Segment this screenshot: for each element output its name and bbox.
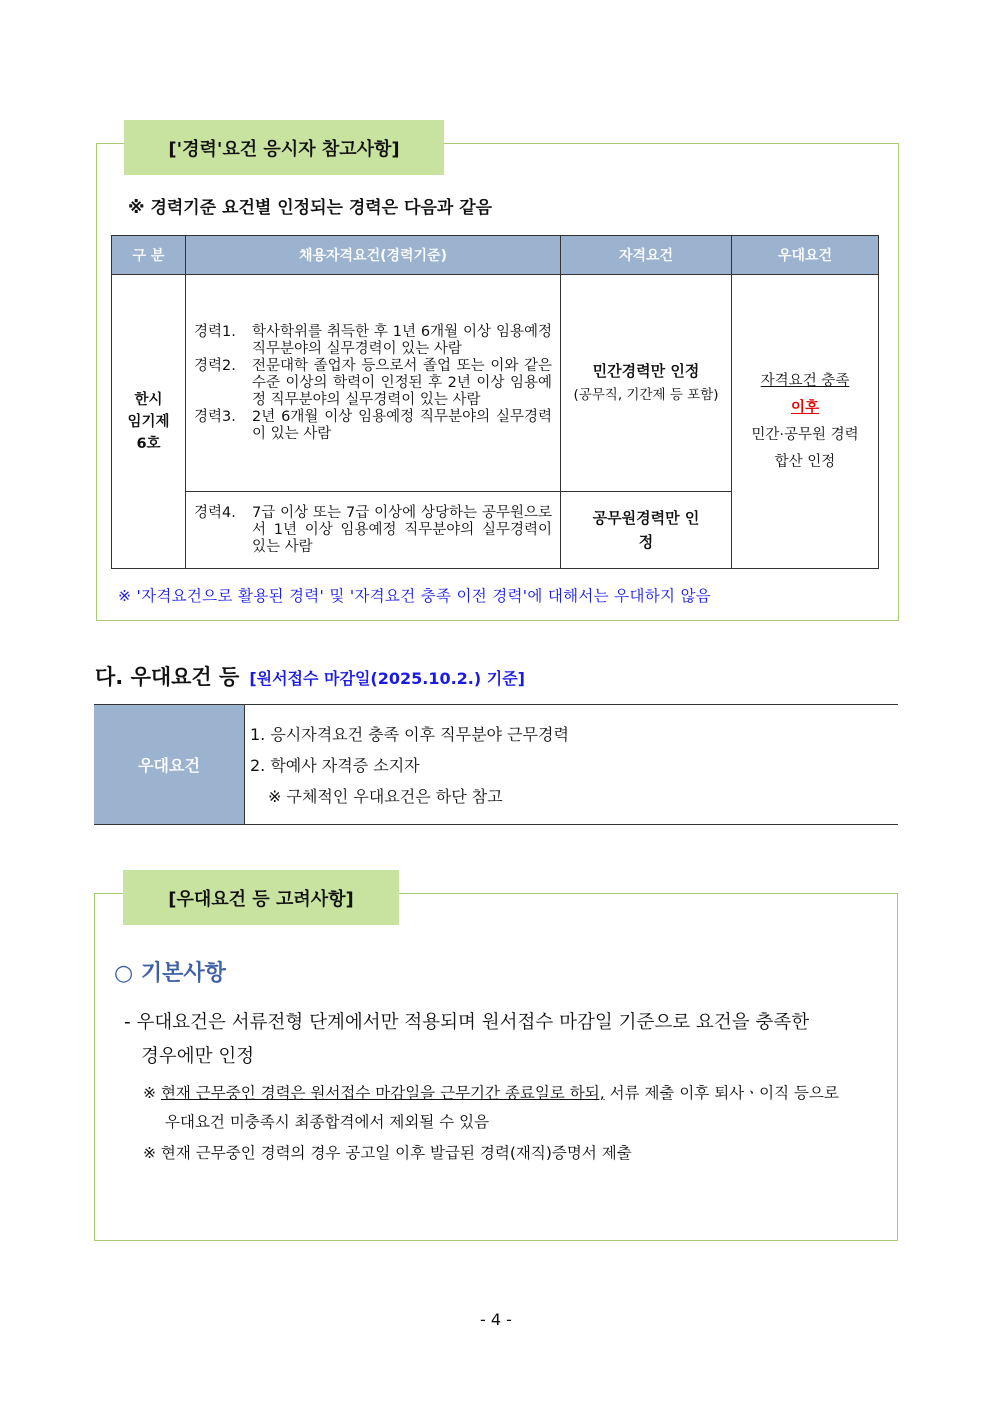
header-qualification: 자격요건 bbox=[561, 236, 732, 275]
experience-key: 경력2. bbox=[194, 357, 236, 374]
basic-title: ○ 기본사항 bbox=[114, 961, 226, 986]
experience-cell-2 bbox=[186, 492, 561, 569]
preference-label: 우대요건 bbox=[94, 705, 245, 824]
experience-table-header bbox=[112, 236, 879, 275]
qualification-private: 민간경력만 인정 bbox=[592, 362, 700, 380]
experience-key: 경력3. bbox=[194, 408, 236, 425]
experience-note: ※ 경력기준 요건별 인정되는 경력은 다음과 같음 bbox=[128, 198, 493, 218]
note-underlined: 현재 근무중인 경력은 원서접수 마감일을 근무기간 종료일로 하되, bbox=[160, 1084, 605, 1102]
preference-exclusion-note: ※ '자격요건으로 활용된 경력' 및 '자격요건 충족 이전 경력'에 대해서는 우대하지 않음 bbox=[118, 587, 712, 605]
current-employment-note bbox=[143, 1079, 893, 1137]
qualification-cell-2 bbox=[561, 492, 732, 569]
preference-table bbox=[94, 704, 898, 825]
category-cell bbox=[112, 275, 186, 569]
preference-cell bbox=[732, 275, 879, 569]
experience-item-2 bbox=[194, 358, 552, 409]
preference-body bbox=[245, 705, 898, 824]
experience-text: 전문대학 졸업자 등으로서 졸업 또는 이와 같은 수준 이상의 학력이 인정된 후 2년 이상 임용예정 직무분야의 실무경력이 있는 사람 bbox=[252, 357, 552, 408]
considerations-tab bbox=[123, 870, 399, 925]
experience-text: 학사학위를 취득한 후 1년 6개월 이상 임용예정 직무분야의 실무경력이 있는 사람 bbox=[252, 323, 552, 357]
header-requirements: 채용자격요건(경력기준) bbox=[186, 236, 561, 275]
preference-line-1: 자격요건 충족 bbox=[760, 372, 850, 389]
experience-item-1 bbox=[194, 324, 552, 358]
preference-item-2: 2. 학예사 자격증 소지자 bbox=[250, 756, 420, 775]
qualification-cell-1 bbox=[561, 275, 732, 492]
header-preference: 우대요건 bbox=[732, 236, 879, 275]
note-mark: ※ bbox=[143, 1084, 156, 1102]
category-label: 한시 임기제 6호 bbox=[127, 391, 170, 452]
qualification-public: 공무원경력만 인정 bbox=[592, 509, 700, 551]
note-rest: 서류 제출 이후 퇴사ㆍ이직 등으로 bbox=[609, 1084, 839, 1102]
section-heading bbox=[95, 661, 525, 691]
section-subtitle: [원서접수 마감일(2025.10.2.) 기준] bbox=[249, 669, 525, 688]
preference-line-3: 민간·공무원 경력 bbox=[751, 426, 859, 443]
basic-paragraph bbox=[124, 1006, 894, 1074]
experience-item-4 bbox=[194, 505, 552, 556]
basic-paragraph-line-2: 경우에만 인정 bbox=[141, 1046, 255, 1067]
qualification-private-sub: (공무직, 기간제 등 포함) bbox=[573, 387, 719, 403]
preference-note: ※ 구체적인 우대요건은 하단 참고 bbox=[268, 787, 503, 806]
page-number: - 4 - bbox=[480, 1310, 512, 1329]
preference-line-2: 이후 bbox=[790, 399, 819, 416]
certificate-note: ※ 현재 근무중인 경력의 경우 공고일 이후 발급된 경력(재직)증명서 제출 bbox=[143, 1144, 632, 1162]
experience-key: 경력4. bbox=[194, 504, 236, 521]
experience-reference-title: ['경력'요건 응시자 참고사항] bbox=[168, 138, 400, 160]
experience-item-3 bbox=[194, 409, 552, 443]
experience-table bbox=[111, 235, 879, 569]
table-row bbox=[112, 275, 879, 492]
section-title: 다. 우대요건 등 bbox=[95, 665, 240, 689]
experience-cell-1 bbox=[186, 275, 561, 492]
experience-key: 경력1. bbox=[194, 323, 236, 340]
experience-text: 7급 이상 또는 7급 이상에 상당하는 공무원으로서 1년 이상 임용예정 직무분야의 실무경력이 있는 사람 bbox=[252, 504, 552, 555]
basic-paragraph-line-1: - 우대요건은 서류전형 단계에서만 적용되며 원서접수 마감일 기준으로 요건을 충족한 bbox=[124, 1012, 810, 1033]
preference-line-4: 합산 인정 bbox=[774, 453, 836, 470]
header-category: 구 분 bbox=[112, 236, 186, 275]
considerations-title: [우대요건 등 고려사항] bbox=[168, 888, 354, 910]
note-line-2: 우대요건 미충족시 최종합격에서 제외될 수 있음 bbox=[165, 1113, 490, 1131]
experience-reference-tab bbox=[124, 120, 444, 175]
preference-item-1: 1. 응시자격요건 충족 이후 직무분야 근무경력 bbox=[250, 725, 569, 744]
experience-text: 2년 6개월 이상 임용예정 직무분야의 실무경력이 있는 사람 bbox=[252, 408, 552, 442]
